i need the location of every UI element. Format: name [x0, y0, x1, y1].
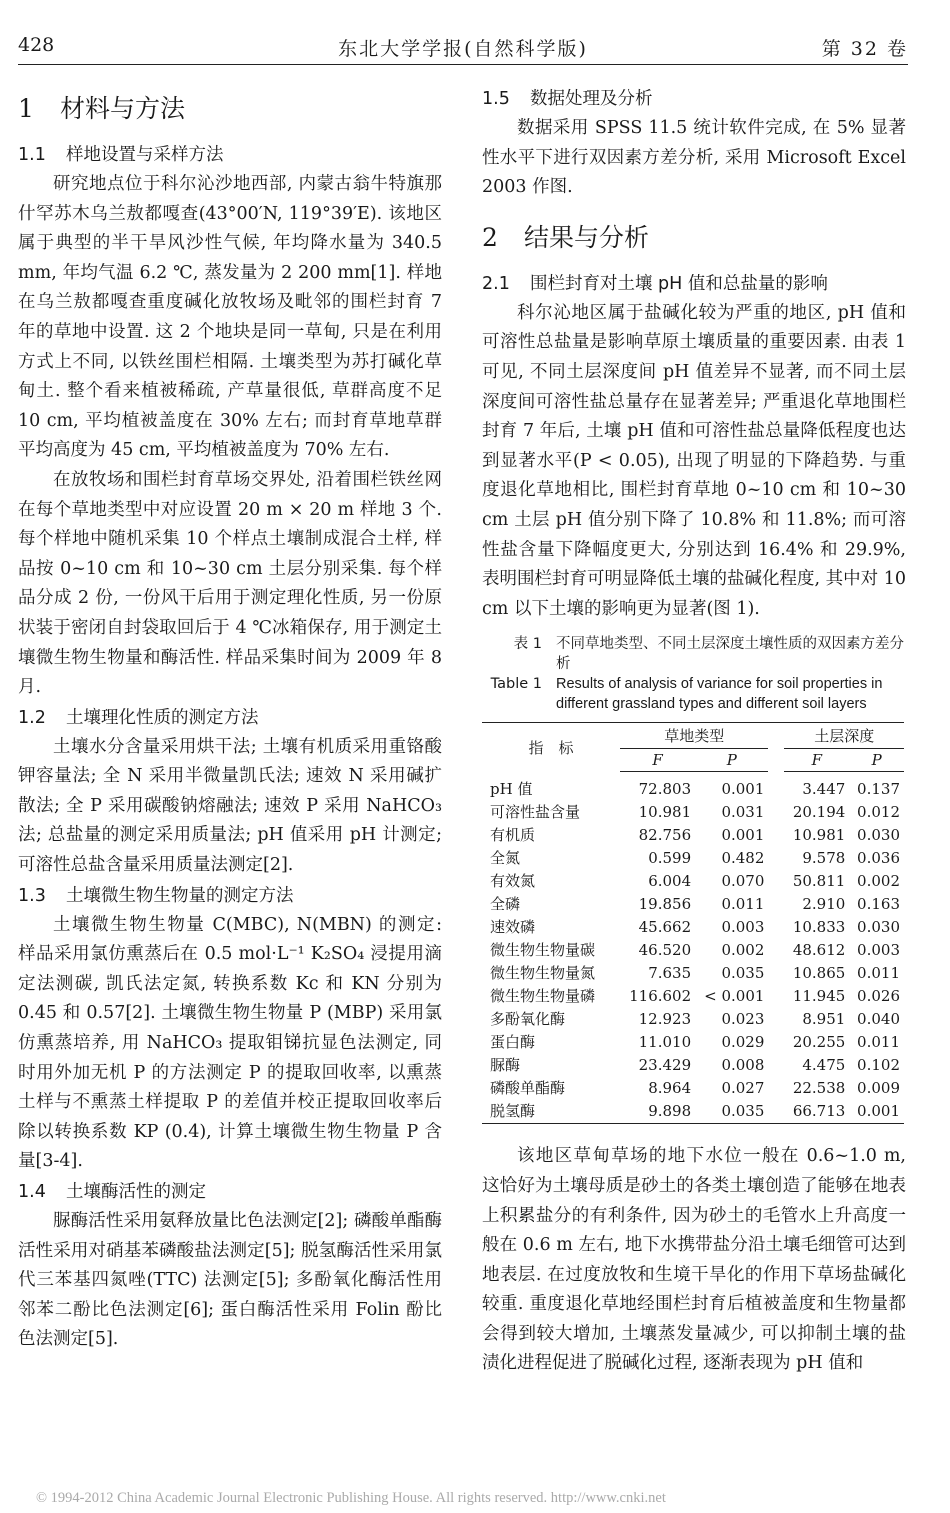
indicator-cell: 全磷	[490, 895, 521, 914]
subsection-title: 围栏封育对土壤 pH 值和总盐量的影响	[530, 273, 828, 294]
indicator-cell: 有机质	[490, 826, 536, 845]
p-value-cell: 0.070	[721, 872, 765, 891]
indicator-cell: 蛋白酶	[490, 1033, 536, 1052]
subsection-heading	[18, 1177, 442, 1207]
table-row	[482, 870, 904, 893]
subsection-number: 1.1	[18, 145, 46, 165]
p-value-cell: 0.003	[721, 918, 765, 937]
anova-table	[482, 722, 904, 1124]
f-value-cell: 11.945	[792, 987, 846, 1006]
f-value-cell: 20.255	[792, 1033, 846, 1052]
f-value-cell: 8.964	[648, 1079, 692, 1098]
table-row	[482, 985, 904, 1008]
f-value-cell: 10.981	[792, 826, 846, 845]
table-row	[482, 893, 904, 916]
indicator-cell: 脲酶	[490, 1056, 521, 1075]
f-header: F	[784, 749, 849, 772]
section-number: 1	[18, 94, 34, 123]
table-title-cn: 不同草地类型、不同土层深度土壤性质的双因素方差分析	[556, 636, 904, 673]
p-value-cell: 0.008	[721, 1056, 765, 1075]
f-value-cell: 10.865	[792, 964, 846, 983]
p-value-cell: 0.102	[857, 1056, 900, 1075]
subsection-heading	[18, 881, 442, 911]
p-value-cell: 0.009	[857, 1079, 900, 1098]
indicator-cell: 全氮	[490, 849, 521, 868]
indicator-cell: 多酚氧化酶	[490, 1010, 566, 1029]
subsection-number: 1.4	[18, 1182, 46, 1202]
left-column	[18, 84, 442, 1355]
subsection-title: 土壤理化性质的测定方法	[66, 707, 259, 728]
table-label-cn: 表 1	[513, 636, 542, 653]
table-row	[482, 1031, 904, 1054]
subsection-heading	[18, 140, 442, 170]
table-row	[482, 1008, 904, 1031]
p-value-cell: 0.023	[721, 1010, 765, 1029]
table-row	[482, 772, 904, 802]
subsection-number: 1.5	[482, 89, 510, 109]
subsection-number: 2.1	[482, 273, 510, 294]
p-value-cell: 0.482	[721, 849, 765, 868]
f-value-cell: 66.713	[784, 1100, 849, 1124]
f-value-cell: 46.520	[638, 941, 692, 960]
subsection-heading	[482, 269, 906, 299]
table-row	[482, 1100, 904, 1124]
f-value-cell: 10.981	[638, 803, 692, 822]
subsection-number: 1.3	[18, 885, 46, 906]
section-title: 材料与方法	[60, 94, 186, 123]
table-row	[482, 1054, 904, 1077]
subsection-number: 1.2	[18, 707, 46, 728]
f-value-cell: 9.898	[620, 1100, 695, 1124]
paragraph: 土壤微生物生物量 C(MBC), N(MBN) 的测定: 样品采用氯仿熏蒸后在 0.5 mol·L⁻¹ K₂SO₄ 浸提用滴定法测碳, 凯氏法定氮, 转换系数 Kc 和 KN 分别为 0.45 和 0.57[2]. 土壤微生物生物量 P (MBP) 采用氯仿熏蒸培养, 用 NaHCO₃ 提取钼锑抗显色法测定, 同时用外加无机 P 的方法测定 P 的提取回收率, 以熏蒸土样与不熏蒸土样提取 P 的差值并校正提取回收率后除以转换系数 KP (0.4), 计算土壤微生物生物量 P 含量[3-4].	[18, 914, 442, 1172]
p-value-cell: 0.001	[721, 780, 765, 799]
f-value-cell: 4.475	[802, 1056, 846, 1075]
p-value-cell: 0.035	[695, 1100, 768, 1124]
f-value-cell: 50.811	[792, 872, 846, 891]
f-value-cell: 72.803	[638, 780, 692, 799]
p-value-cell: 0.027	[721, 1079, 765, 1098]
f-value-cell: 0.599	[648, 849, 692, 868]
p-value-cell: 0.031	[721, 803, 765, 822]
f-value-cell: 12.923	[638, 1010, 692, 1029]
table-row	[482, 801, 904, 824]
table-body	[482, 772, 904, 1124]
f-value-cell: 7.635	[648, 964, 692, 983]
f-value-cell: 6.004	[648, 872, 692, 891]
p-value-cell: 0.011	[857, 1033, 900, 1052]
paragraph: 该地区草甸草场的地下水位一般在 0.6~1.0 m, 这恰好为土壤母质是砂土的各类土壤创造了能够在地表上积累盐分的有利条件, 因为砂土的毛管水上升高度一般在 0.6 m 左右, 地下水携带盐分沿土壤毛细管可达到地表层. 在过度放牧和生境干旱化的作用下草场盐碱化较重. 重度退化草地经围栏封育后植被盖度和生物量都会得到较大增加, 土壤蒸发量减少, 可以抑制土壤的盐渍化进程促进了脱碱化过程, 逐渐表现为 pH 值和	[482, 1146, 906, 1374]
page-header	[18, 30, 908, 65]
group-header-layer: 土层深度	[784, 723, 904, 749]
p-value-cell: 0.163	[857, 895, 900, 914]
p-value-cell: 0.035	[721, 964, 765, 983]
f-value-cell: 22.538	[792, 1079, 846, 1098]
f-value-cell: 10.833	[792, 918, 846, 937]
paragraph: 脲酶活性采用氨释放量比色法测定[2]; 磷酸单酯酶活性采用对硝基苯磷酸盐法测定[5]; 脱氢酶活性采用氯代三苯基四氮唑(TTC) 法测定[5]; 多酚氧化酶活性用邻苯二酚比色法测定[6]; 蛋白酶活性采用 Folin 酚比色法测定[5].	[18, 1211, 442, 1350]
p-value-cell: 0.011	[721, 895, 765, 914]
f-value-cell: 23.429	[638, 1056, 692, 1075]
p-value-cell: 0.001	[849, 1100, 904, 1124]
index-header: 指 标	[482, 723, 620, 772]
volume-label: 第 32 卷	[821, 38, 908, 60]
table-caption-cn	[482, 634, 906, 674]
indicator-cell: 可溶性盐含量	[490, 803, 581, 822]
indicator-cell: pH 值	[490, 780, 533, 799]
section-heading	[18, 84, 442, 134]
subsection-title: 土壤微生物生物量的测定方法	[66, 885, 294, 906]
p-value-cell: 0.012	[857, 803, 900, 822]
f-value-cell: 11.010	[638, 1033, 692, 1052]
p-header: P	[695, 749, 768, 772]
table-row	[482, 1077, 904, 1100]
table-row	[482, 962, 904, 985]
table-row	[482, 847, 904, 870]
p-value-cell: < 0.001	[704, 987, 765, 1006]
indicator-cell: 有效氮	[490, 872, 536, 891]
section-number: 2	[482, 222, 498, 252]
p-value-cell: 0.137	[857, 780, 900, 799]
indicator-cell: 微生物生物量碳	[490, 941, 596, 960]
subsection-title: 样地设置与采样方法	[66, 145, 224, 165]
p-value-cell: 0.026	[857, 987, 900, 1006]
journal-title: 东北大学学报(自然科学版)	[338, 38, 588, 60]
p-value-cell: 0.002	[857, 872, 900, 891]
indicator-cell: 微生物生物量磷	[490, 987, 596, 1006]
paragraph: 科尔沁地区属于盐碱化较为严重的地区, pH 值和可溶性总盐量是影响草原土壤质量的重要因素. 由表 1 可见, 不同土层深度间 pH 值差异不显著, 而不同土层深度间可溶性盐总量存在显著差异; 严重退化草地围栏封育 7 年后, 土壤 pH 值和可溶性盐总量降低程度也达到显著水平(P < 0.05), 出现了明显的下降趋势. 与重度退化草地相比, 围栏封育草地 0~10 cm 和 10~30 cm 土层 pH 值分别下降了 10.8% 和 11.8%; 而可溶性盐含量下降幅度更大, 分别达到 16.4% 和 29.9%, 表明围栏封育可明显降低土壤的盐碱化程度, 其中对 10 cm 以下土壤的影响更为显著(图 1).	[482, 302, 906, 619]
subsection-heading	[482, 84, 906, 114]
subsection-title: 数据处理及分析	[530, 89, 653, 109]
section-title: 结果与分析	[524, 222, 650, 252]
table-caption	[482, 634, 906, 714]
page-number: 428	[18, 34, 55, 56]
f-value-cell: 116.602	[629, 987, 692, 1006]
paragraph: 数据采用 SPSS 11.5 统计软件完成, 在 5% 显著性水平下进行双因素方差分析, 采用 Microsoft Excel 2003 作图.	[482, 118, 906, 198]
section-heading	[482, 213, 906, 263]
p-header: P	[849, 749, 904, 772]
f-value-cell: 8.951	[802, 1010, 846, 1029]
right-column	[482, 84, 906, 1379]
paragraph: 土壤水分含量采用烘干法; 土壤有机质采用重铬酸钾容量法; 全 N 采用半微量凯氏法; 速效 N 采用碱扩散法; 全 P 采用碳酸钠熔融法; 速效 P 采用 NaHCO₃ 法; 总盐量的测定采用质量法; pH 值采用 pH 计测定; 可溶性总盐含量采用质量法测定[2].	[18, 736, 442, 876]
f-value-cell: 3.447	[802, 780, 846, 799]
table-title-en: Results of analysis of variance for soil properties in different grassland types and different soil layers	[556, 676, 883, 713]
p-value-cell: 0.030	[857, 918, 900, 937]
p-value-cell: 0.002	[721, 941, 765, 960]
p-value-cell: 0.040	[857, 1010, 900, 1029]
p-value-cell: 0.036	[857, 849, 900, 868]
table-row	[482, 939, 904, 962]
f-value-cell: 45.662	[638, 918, 692, 937]
indicator-cell: 速效磷	[490, 918, 536, 937]
p-value-cell: 0.029	[721, 1033, 765, 1052]
table-row	[482, 824, 904, 847]
f-value-cell: 19.856	[638, 895, 692, 914]
table-caption-en	[482, 674, 906, 714]
p-value-cell: 0.030	[857, 826, 900, 845]
f-value-cell: 2.910	[802, 895, 846, 914]
table-label-en: Table 1	[490, 676, 542, 693]
group-header-grassland: 草地类型	[620, 723, 768, 749]
table-row	[482, 916, 904, 939]
indicator-cell: 磷酸单酯酶	[490, 1079, 566, 1098]
subsection-title: 土壤酶活性的测定	[66, 1182, 206, 1202]
indicator-cell: 微生物生物量氮	[490, 964, 596, 983]
subsection-heading	[18, 703, 442, 733]
copyright-footer: © 1994-2012 China Academic Journal Electronic Publishing House. All rights reserved. http://www.cnki.net	[36, 1490, 666, 1506]
f-value-cell: 20.194	[792, 803, 846, 822]
indicator-cell: 脱氢酶	[482, 1100, 620, 1124]
paragraph: 研究地点位于科尔沁沙地西部, 内蒙古翁牛特旗那什罕苏木乌兰敖都嘎查(43°00′N, 119°39′E). 该地区属于典型的半干旱风沙性气候, 年均降水量为 340.5 mm, 年均气温 6.2 ℃, 蒸发量为 2 200 mm[1]. 样地在乌兰敖都嘎查重度碱化放牧场及毗邻的围栏封育 7 年的草地中设置. 这 2 个地块是同一草甸, 只是在利用方式上不同, 以铁丝围栏相隔. 土壤类型为苏打碱化草甸土. 整个看来植被稀疏, 产草量很低, 草群高度不足 10 cm, 平均植被盖度在 30% 左右; 而封育草地草群平均高度为 45 cm, 平均植被盖度为 70% 左右.	[18, 174, 442, 461]
p-value-cell: 0.011	[857, 964, 900, 983]
p-value-cell: 0.003	[857, 941, 900, 960]
p-value-cell: 0.001	[721, 826, 765, 845]
f-value-cell: 9.578	[802, 849, 846, 868]
paragraph: 在放牧场和围栏封育草场交界处, 沿着围栏铁丝网在每个草地类型中对应设置 20 m × 20 m 样地 3 个. 每个样地中随机采集 10 个样点土壤制成混合土样, 样品按 0~10 cm 和 10~30 cm 土层分别采集. 每个样品分成 2 份, 一份风干后用于测定理化性质, 另一份原状装于密闭自封袋取回后于 4 ℃冰箱保存, 用于测定土壤微生物生物量和酶活性. 样品采集时间为 2009 年 8 月.	[18, 469, 442, 698]
f-header: F	[620, 749, 695, 772]
f-value-cell: 82.756	[638, 826, 692, 845]
f-value-cell: 48.612	[792, 941, 846, 960]
